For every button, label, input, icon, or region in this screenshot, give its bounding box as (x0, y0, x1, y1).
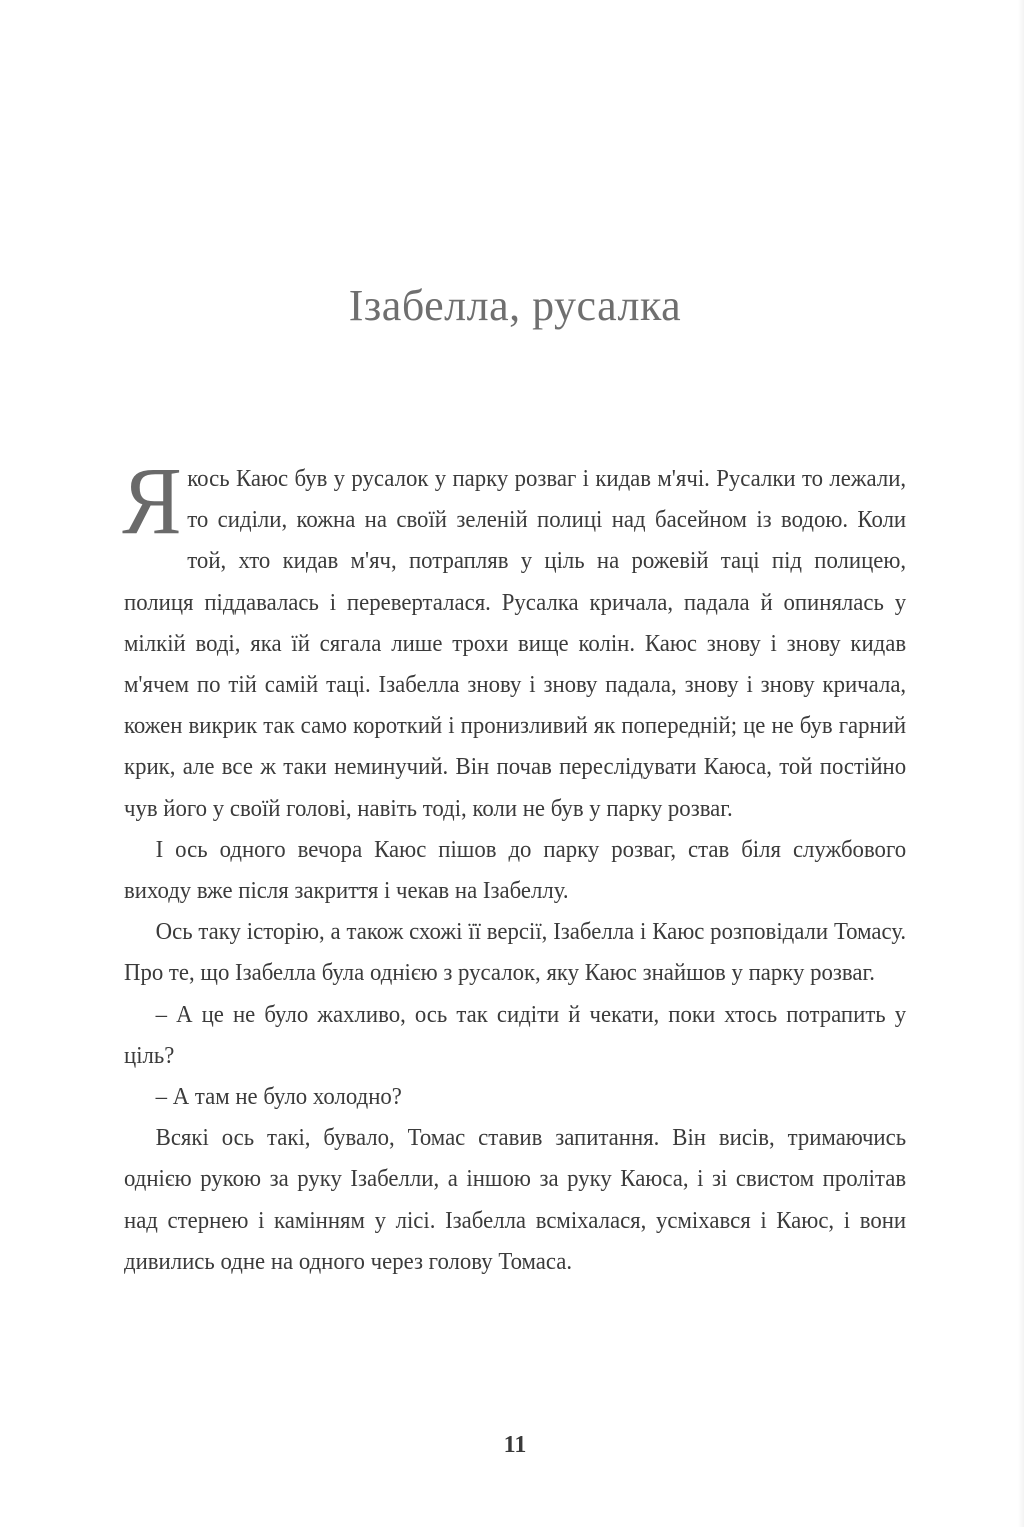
chapter-title: Ізабелла, русалка (348, 281, 682, 330)
paragraph-4: Всякі ось такі, бувало, Томас ставив запитання. Він висів, тримаючись однією рукою за руку Ізабелли, а іншою за руку Каюса, і зі свистом пролітав над стернею і камінням у лісі. Ізабелла всміхалася, усміхався і Каюс, і вони дивились одне на одного через голову Томаса. (124, 1124, 907, 1275)
paragraph-3: Ось таку історію, а також схожі її версії, Ізабелла і Каюс розповідали Томасу. Про те, що Ізабелла була однією з русалок, яку Каюс знайшов у парку розваг. (124, 918, 907, 987)
page-edge-shadow (1018, 0, 1024, 1527)
paragraph-1 (122, 447, 907, 829)
page-number: 11 (503, 1432, 527, 1458)
dialogue-line-2: – А там не було холодно? (155, 1083, 402, 1111)
chapter-body (122, 447, 907, 1282)
dialogue-line-1: – А це не було жахливо, ось так сидіти й чекати, поки хтось потрапить у ціль? (124, 1000, 907, 1069)
paragraph-2: І ось одного вечора Каюс пішов до парку розваг, став біля службового виходу вже після закриття і чекав на Ізабеллу. (124, 835, 907, 905)
drop-cap: Я (122, 447, 182, 554)
paragraph-1-text: кось Каюс був у русалок у парку розваг і кидав м'ячі. Русалки то лежали, то сиділи, кожна на своїй зеленій полиці над басейном із водою. Коли той, хто кидав м'яч, потрапляв у ціль на рожевій таці під полицею, полиця піддавалась і переверталася. Русалка кричала, падала й опинялась у мілкій воді, яка їй сягала лише трохи вище колін. Каюс знову і знову кидав м'ячем по тій самій таці. Ізабелла знову і знову падала, знову і знову кричала, кожен викрик так само короткий і пронизливий як попередній; це не був гарний крик, але все ж таки неминучий. Він почав переслідувати Каюса, той постійно чув його у своїй голові, навіть тоді, коли не був у парку розваг. (124, 465, 907, 822)
